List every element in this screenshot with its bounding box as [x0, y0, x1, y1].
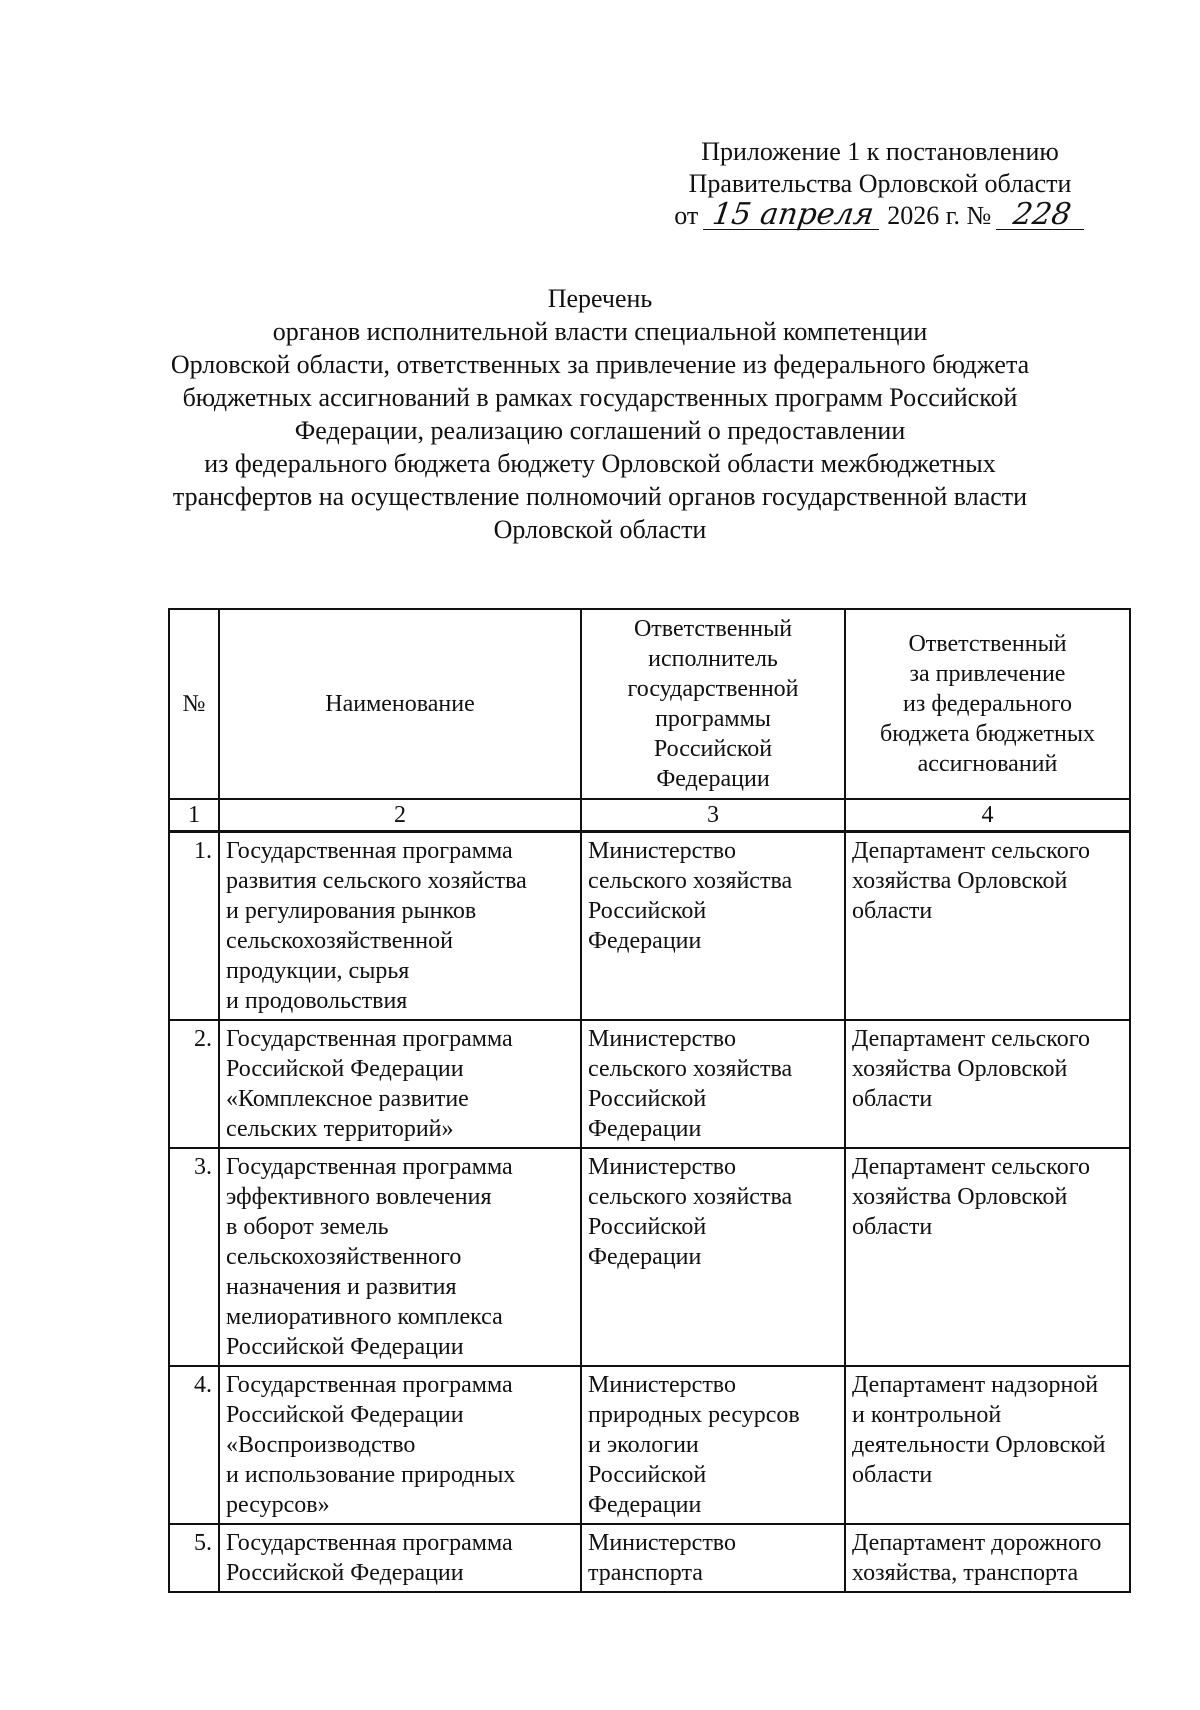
header-name: [219, 609, 581, 799]
column-number: 1: [169, 799, 219, 832]
column-number: 3: [581, 799, 845, 832]
header-line: Российской: [653, 736, 773, 762]
cell-line: Федерации: [588, 1492, 702, 1518]
executor-cell: [581, 1524, 845, 1592]
appendix-line-3: [600, 197, 1160, 232]
header-line: ассигнований: [917, 751, 1058, 777]
title-line: Федерации, реализацию соглашений о предоставлении: [294, 416, 906, 445]
cell-line: Российской: [588, 898, 707, 924]
responsible-cell: [845, 1020, 1130, 1148]
program-name-cell: [219, 1366, 581, 1524]
cell-line: продукции, сырья: [226, 958, 410, 984]
cell-line: Российской Федерации: [226, 1334, 464, 1360]
table-row: [169, 1148, 1130, 1366]
cell-line: Государственная программа: [226, 1372, 513, 1398]
cell-line: хозяйства, транспорта: [852, 1560, 1079, 1586]
cell-line: Министерство: [588, 838, 736, 864]
row-number: 4.: [169, 1366, 219, 1524]
appendix-prefix: от: [674, 201, 699, 230]
header-line: программы: [655, 706, 771, 732]
executor-cell: [581, 1366, 845, 1524]
table-row: [169, 1366, 1130, 1524]
cell-line: Российской Федерации: [226, 1402, 464, 1428]
cell-line: и использование природных: [226, 1462, 516, 1488]
header-line: Ответственный: [633, 616, 793, 642]
header-line: из федерального: [903, 691, 1072, 717]
handwritten-date: 15 апреля: [703, 201, 883, 230]
header-number: [169, 609, 219, 799]
cell-line: Министерство: [588, 1372, 736, 1398]
cell-line: Государственная программа: [226, 1154, 513, 1180]
cell-line: эффективного вовлечения: [226, 1184, 492, 1210]
executor-cell: [581, 832, 845, 1021]
cell-line: «Воспроизводство: [226, 1432, 416, 1458]
title-line: органов исполнительной власти специальной компетенции: [272, 317, 928, 346]
header-line: №: [182, 691, 206, 717]
title-line: Перечень: [547, 284, 653, 313]
header-line: бюджета бюджетных: [880, 721, 1095, 747]
cell-line: Федерации: [588, 1244, 702, 1270]
cell-line: Государственная программа: [226, 1026, 513, 1052]
cell-line: хозяйства Орловской: [852, 1184, 1068, 1210]
header-responsible: [845, 609, 1130, 799]
cell-line: Государственная программа: [226, 1530, 513, 1556]
cell-line: и контрольной: [852, 1402, 1002, 1428]
cell-line: Министерство: [588, 1026, 736, 1052]
program-name-cell: [219, 1148, 581, 1366]
table-row: [169, 832, 1130, 1021]
cell-line: и продовольствия: [226, 988, 408, 1014]
row-number: 2.: [169, 1020, 219, 1148]
executor-cell: [581, 1020, 845, 1148]
cell-line: назначения и развития: [226, 1274, 457, 1300]
cell-line: сельских территорий»: [226, 1116, 454, 1142]
cell-line: природных ресурсов: [588, 1402, 800, 1428]
header-line: государственной: [627, 676, 799, 702]
header-line: Федерации: [656, 766, 770, 792]
column-number: 4: [845, 799, 1130, 832]
handwritten-number: 228: [996, 201, 1088, 230]
cell-line: и регулирования рынков: [226, 898, 477, 924]
responsible-cell: [845, 1524, 1130, 1592]
cell-line: Федерации: [588, 1116, 702, 1142]
header-line: Наименование: [325, 691, 475, 717]
cell-line: Российской Федерации: [226, 1056, 464, 1082]
cell-line: мелиоративного комплекса: [226, 1304, 503, 1330]
cell-line: Департамент сельского: [852, 838, 1090, 864]
cell-line: деятельности Орловской: [852, 1432, 1106, 1458]
cell-line: хозяйства Орловской: [852, 868, 1068, 894]
cell-line: развития сельского хозяйства: [226, 868, 527, 894]
table-header-row: [169, 609, 1130, 799]
cell-line: Департамент сельского: [852, 1026, 1090, 1052]
cell-line: Российской: [588, 1086, 707, 1112]
appendix-line-2: Правительства Орловской области: [688, 169, 1072, 198]
responsible-cell: [845, 832, 1130, 1021]
responsible-cell: [845, 1366, 1130, 1524]
row-number: 5.: [169, 1524, 219, 1592]
appendix-line-1: Приложение 1 к постановлению: [701, 137, 1059, 166]
cell-line: Департамент сельского: [852, 1154, 1090, 1180]
row-number: 1.: [169, 832, 219, 1021]
cell-line: сельскохозяйственного: [226, 1244, 462, 1270]
cell-line: транспорта: [588, 1560, 703, 1586]
program-name-cell: [219, 1020, 581, 1148]
programs-table: [168, 608, 1131, 1593]
cell-line: сельского хозяйства: [588, 1056, 793, 1082]
column-number-row: [169, 799, 1130, 832]
cell-line: сельского хозяйства: [588, 868, 793, 894]
cell-line: сельскохозяйственной: [226, 928, 453, 954]
row-number: 3.: [169, 1148, 219, 1366]
cell-line: Российской: [588, 1462, 707, 1488]
header-line: исполнитель: [648, 646, 778, 672]
cell-line: Федерации: [588, 928, 702, 954]
cell-line: Департамент надзорной: [852, 1372, 1099, 1398]
program-name-cell: [219, 832, 581, 1021]
cell-line: Министерство: [588, 1154, 736, 1180]
header-line: Ответственный: [908, 631, 1067, 657]
responsible-cell: [845, 1148, 1130, 1366]
cell-line: в оборот земель: [226, 1214, 389, 1240]
cell-line: области: [852, 1214, 933, 1240]
cell-line: Российской: [588, 1214, 707, 1240]
title-line: трансфертов на осуществление полномочий органов государственной власти: [172, 482, 1028, 511]
appendix-header: [600, 136, 1160, 232]
table-row: [169, 1020, 1130, 1148]
cell-line: сельского хозяйства: [588, 1184, 793, 1210]
cell-line: ресурсов»: [226, 1492, 330, 1518]
title-line: бюджетных ассигнований в рамках государственных программ Российской: [182, 383, 1018, 412]
column-number: 2: [219, 799, 581, 832]
cell-line: и экологии: [588, 1432, 699, 1458]
executor-cell: [581, 1148, 845, 1366]
title-line: из федерального бюджета бюджету Орловской области межбюджетных: [204, 449, 996, 478]
document-title: [120, 282, 1080, 546]
title-line: Орловской области: [493, 515, 707, 544]
cell-line: Департамент дорожного: [852, 1530, 1102, 1556]
table-row: [169, 1524, 1130, 1592]
appendix-year: 2026 г. №: [887, 201, 992, 230]
cell-line: Российской Федерации: [226, 1560, 464, 1586]
cell-line: хозяйства Орловской: [852, 1056, 1068, 1082]
cell-line: области: [852, 1462, 933, 1488]
header-line: за привлечение: [909, 661, 1066, 687]
cell-line: Государственная программа: [226, 838, 513, 864]
cell-line: области: [852, 1086, 933, 1112]
cell-line: Министерство: [588, 1530, 736, 1556]
cell-line: «Комплексное развитие: [226, 1086, 469, 1112]
title-line: Орловской области, ответственных за привлечение из федерального бюджета: [170, 350, 1030, 379]
program-name-cell: [219, 1524, 581, 1592]
header-executor: [581, 609, 845, 799]
cell-line: области: [852, 898, 933, 924]
